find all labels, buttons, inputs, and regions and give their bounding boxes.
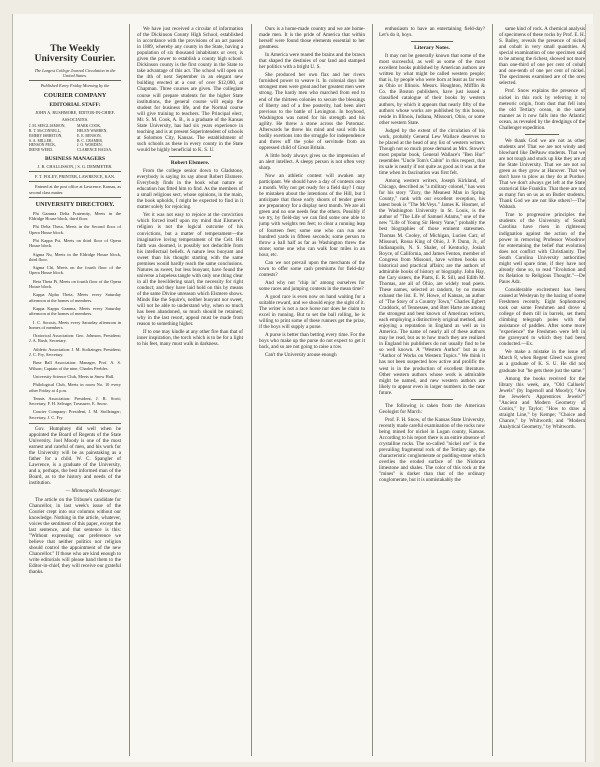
- divider: [29, 80, 121, 81]
- directory-entry: Beta Theta Pi, Meets on fourth floor of the Opera House block.: [29, 278, 121, 290]
- directory-title: UNIVERSITY DIRECTORY.: [35, 200, 115, 208]
- associates-heading: ASSOCIATES.: [61, 116, 89, 122]
- column-3: [259, 26, 365, 756]
- article-paragraph: A little body always gives us the impression of an alert intellect. A sleepy person is not often very sharp.: [259, 152, 365, 172]
- directory-entry: Kappa Kappa Gamma, Meets every Saturday afternoon at the homes of members.: [29, 305, 121, 317]
- divider: [169, 156, 211, 157]
- editor-in-chief: JOHN A. RUSHMORE, EDITOR-IN-CHIEF.: [35, 109, 115, 115]
- column-4: [379, 26, 485, 756]
- regents-note-source: — Minneapolis Messenger.: [65, 488, 121, 495]
- adjacent-page-edge: [585, 24, 594, 762]
- article-heading: Robert Elsmere.: [170, 159, 210, 166]
- associate-name: R. T. McCONNELL,: [29, 128, 62, 133]
- tribune-note: The article on the Tribune's candidate for Chancellor, in last week's issue of the Courier crept into our columns without our knowledge. Nothing in the article, whatever, voices the sentiment of this paper, except the last sentence, and that sentence is this: "Without expressing our preference we believe that neither politics nor religion should control the appointment of the new Chancellor." If those who are kind enough to write editorials will please hand them to the Editor-in-chief, they will receive our grateful thanks.: [29, 496, 121, 576]
- divider: [29, 181, 121, 182]
- newspaper-page: [12, 14, 593, 762]
- business-heading: BUSINESS MANAGERS: [44, 155, 106, 162]
- printer-line: F. T. POLEY, PRINTER, LAWRENCE, KAN.: [34, 174, 116, 180]
- associate-name: HELEN WARREN,: [77, 128, 108, 133]
- article-paragraph: Now an athletic contest will awaken any participant. We should have a day of contests once a month. Why not get ready for a field day? I may be mistaken about the intentions of the Hill, but I anticipate that those early shoots of tender green are preparatory for a display next month. We are all green and no one needs fear the others. Possibly if we try, by field-day we can find some one able to jump with weights ten feet; to clear a running leap of fourteen feet; some one who can run one hundred yards in fifteen seconds; some person to throw a ball half as far as Washington threw the stone; some one who can walk four miles in an hour, etc.: [259, 173, 365, 258]
- associate-name: S. A. MILLER,: [29, 138, 53, 143]
- article-paragraph: Among the books received for the library this week, are, "Old Calluels' Jewels" (by Ingersoll and Moody); "Are the Jeweler's Apprentices Jewels?" "Ancient and Modern Geometry of Conics," by Taylor; "How to draw a straight Line," by Kempe; "Choice and Chance," by Whitworth; and "Modern Analytical Geometry," by Whitworth.: [499, 375, 585, 430]
- article-paragraph: Judged by the extent of the circulation of his work, probably General Lew Wallace deserves to be placed at the head of any list of western writers. Though not so much prose demand as Mrs. Stowe's most popular book, General Wallace's "Ben Hur" resembles "Uncle Tom's Cabin" in this respect, that its sale is nearly if not quite as good as it was at the time when its fascination was first felt.: [379, 127, 485, 177]
- article-paragraph: In America were reared the brains and the brawn that shaped the destinies of our land and stamped her politics with a bright U. S.: [259, 52, 365, 71]
- divider: [29, 171, 121, 172]
- article-paragraph: Among western writers, Joseph Kirkland, of Chicago, described as "a military colonel," has won for his story "Zury, the Meanest Man in Spring County," rank with our excellent reception, his latest book is "The McVeys." James K. Hosmer, of the Washington University in St. Louis, is the author of "The Life of Samuel Adams," one of the new "Life of Young Sir Henry Vane," probably the best biographies of those eminent statesmen. Thomas M. Cooley, of Michigan, Lucien Carr, of Missouri, Rossa King of Ohio, J. P. Dunn, Jr., of Indianapolis, N. S. Shaler, of Kentucky, Josiah Royce, of California, and James Fenton, member of Congress from Missouri, have written books on historical and practical affairs; are the authors of admirable books of history or biography. John Hay, the Cary sisters, the Piatts, E. R. Sill, and Edith M. Thomas, are all of Ohio, are widely read poets. These names, selected at random, by no means exhaust the list. E. W. Howe, of Kansas, an author of "The Story of a Country Town," Charles Egbert Craddock, of Tennessee, and Bret Harte are among the strongest and best known of American writers, each employing a distinctively original method, and enjoying a reputation in England as well as in America. The name of nearly all of these authors may be read, but as to how much they are realized in England his publishers do not usually find to be so well known. A "Western Author" but as an "Author of Works on Western Topics." We think it has not been suspected how active and prolific the west is in the production of excellent literature. Other western authors whose work is admirable might be named, and new western authors are likely to appear even in larger numbers in the near future.: [379, 178, 485, 396]
- column-2: [137, 26, 243, 756]
- directory-entry: Tennis Association: President, J. R. Scott; Secretary, F. H. Selvage; Treasurer, E. Snow.: [29, 395, 121, 407]
- article-heading: Literary Notes.: [414, 45, 450, 52]
- article-paragraph: Considerable excitement has been caused at Wesleyan by the hazing of some Freshmen recently. Eight Sophomores took out some Freshmen and drove a college of them till in barrels, set them climbing telegraph poles with the assistance of paddles. After some more "experience" the Freshmen were left in the graveyard to which they had been conducted.—Ex.: [499, 286, 585, 348]
- article-paragraph: enthusiasm to have an entertaining field-day? Let's do it, boys.: [379, 26, 485, 39]
- directory-entry: Kappa Alpha Theta, Meets every Saturday afternoon at the homes of members.: [29, 292, 121, 303]
- column-rule: [251, 24, 252, 756]
- associate-name: IRENE WEED.: [29, 148, 53, 153]
- editorial-heading: EDITORIAL STAFF:: [49, 101, 101, 108]
- column-5: [499, 26, 585, 756]
- associate-name: B. C. CRAMER,: [77, 138, 103, 143]
- article-paragraph: We thank God we are not as other students are! That we are not windy and blowhard like DePauw students. That we are not tough and stuck up like they are at the State University. That we are not so green as they grow at Hanover. That we don't have to plow as they do at Purdue. That we don't always get left at the State oratorical like Franklin. That there are not as many fun on us as on Butler students. Thank God we are not like others!—The Wabash.: [499, 137, 585, 211]
- article-paragraph: And why not "chip in" among ourselves for some races and jumping contests in the mean time?: [259, 279, 365, 292]
- article-paragraph: If to one may kindle at any other fire than that of inner inspiration, the torch which is to be for a light to his feet, many must walk in darkness.: [137, 329, 243, 348]
- company-name: COURIER COMPANY: [43, 91, 107, 99]
- business-managers: J. R. CHALLISSON, | S. G. DEMMETER.: [37, 163, 113, 169]
- column-1: [29, 26, 121, 756]
- directory-entry: Phi Gamma Delta Fraternity, Meets in the Eldridge House block, third floor.: [29, 210, 121, 222]
- directory-entry: Sigma Nu, Meets in the Eldridge House block, third floor.: [29, 251, 121, 262]
- associate-name: J. M. SEEGLIAMSON,: [29, 124, 66, 129]
- article-paragraph: A purse is better than betting every time. For the boys who make up the purse do not expect to get it back, and so are not going to raise a row.: [259, 332, 365, 351]
- divider: [29, 197, 121, 198]
- associate-name: EMERY ISBRETON,: [29, 133, 63, 138]
- article-paragraph: We have just received a circular of information of the Dickinson County High School, established in accordance with the provisions of an act passed in 1889, whereby any county in the State, having a population of six thousand inhabitants or over, is given the power to establish a county high school. Dickinson county is the first county in the State to take advantage of this act. The school will open on the 4th of next September in an elegant new building erected at a cost of over $12,000, at Chapman. Three courses are given. The collegiate course will prepare students for the higher State institutions, the general course will equip the student for business life, and the Normal course will give training to teachers. The Principal elect, Mr. S. M. Cook, A. B., is a graduate of the Kansas State University, has had six years experience in teaching and is at present Superintendent of schools at Solomon City, Kansas. The establishment of such schools as these in every county in the State would be highly beneficial to K. S. U.: [137, 26, 243, 153]
- associate-name: MARK COOK,: [77, 124, 102, 129]
- directory-entry: I. C. Sorosis, Meets every Saturday afternoon in homes of members.: [29, 319, 121, 330]
- divider: [525, 134, 559, 135]
- article-paragraph: From the college senior down to Gladstone, everybody is saying its say about Robert Elsmere. Everybody finds in the book what nature or education has fitted him to find. As the members of a small religious sect, whose opinions, in the main, the book upholds, I might be expected to find in it matter solely for rejoicing.: [137, 168, 243, 211]
- article-paragraph: same kind of rock. A chemical analysis of specimens of these rocks by Prof. E. H. S. Bailey, reveals the presence of nickel and cobalt in very small quantities. A special examination of one specimen said to be among the richest, showed not more than one-third of one per cent of cobalt and one-tenth of one per cent of nickel. The specimens examined are of the ores selected.: [499, 26, 585, 87]
- column-rule: [129, 24, 130, 756]
- associate-name: HENSON PECK,: [29, 143, 57, 148]
- column-rule: [492, 24, 493, 756]
- divider: [411, 41, 453, 42]
- article-paragraph: A good race is even now on hand waiting for a suitable reward, and we should enjoy the sight of it. The writer is not a race horse nor does he claim to excel in running. But to set the ball rolling, he is willing to print some of these runners get the prize, if the boys will supply a purse.: [259, 293, 365, 331]
- directory-entry: University Science Club, Meets in Snow Hall.: [33, 373, 115, 379]
- masthead-title: The Weekly University Courier.: [34, 43, 116, 64]
- associates-list: [29, 124, 121, 153]
- directory-entry: Base Ball Association: Manager, Prof. A. S. Wilson; Captain of the nine, Charles Peebles.: [29, 360, 121, 371]
- associate-name: CLARENCE HAUSA.: [77, 148, 113, 153]
- article-paragraph: True to progressive principles the students of the University of South Carolina have risen in righteous indignation against the action of the power in removing Professor Woodrow for entertaining the belief that evolution does not conflict with Christianity. The South Carolina University authorities might well spare time, if they have not already done so, to read "Evolution and its Relation to Religious Thought."—De Pauw Adz.: [499, 212, 585, 285]
- article-paragraph: We make a mistake in the issue of March 8, when Regent Gleed was given as a graduate of K. S. U. He did not graduate but "he gets there just the same.": [499, 349, 585, 374]
- directory-entry: Phi Kappa Psi, Meets on third floor of Opera House block.: [29, 237, 121, 249]
- associate-name: E. E. BENSON,: [77, 133, 102, 138]
- divider: [411, 399, 453, 400]
- directory-entry: Phi Delta Theta, Meets in the Second floor of Opera House block.: [29, 224, 121, 235]
- directory-entry: Philological Club, Meets in room No. 10 every other Friday at 4 p.m.: [29, 382, 121, 393]
- article-paragraph: Ours is a home-made country and we are home-made men. It is the pride of America that within herself were found those elements essential to her greatness.: [259, 26, 365, 51]
- article-paragraph: Prof. Snow explains the presence of nickel in this rock by referring it to meteoric origin, from dust that fell into the old Tertiary ocean, in the same manner as it now falls into the Atlantic ocean, as revealed by the dredgings of the Challenger expedition.: [499, 88, 585, 131]
- entry-notice: Entered at the post office at Lawrence, Kansas, as second class matter.: [29, 184, 121, 195]
- article-paragraph: It may not be generally known that some of the most successful, as well as some of the most excellent books published by American authors are written by what might be called western people; that is, by people who were born at least as far west as Ohio or Illinois. Messrs. Houghton, Mifflin & Co. the Boston publishers, have just issued a classified catalogue of their books by western authors, by which it appears that nearly fifty of the authors whose works are published by this house, reside in Illinois, Indiana, Missouri, Ohio, or some other western State.: [379, 53, 485, 126]
- article-paragraph: She produced her own flax and her rivers furnished power to weave it. In colonial days her strongest men were great and her greatest men were strong. The hardy men who marched from end to end of the thirteen colonies to secure the blessings of liberty and of a free posterity, had been alert previous to the battle of Lexington. In boyhood, Washington was noted for his strength and his agility. He threw a stone across the Potomac. Afterwards he threw his mind and soul with his bodily exertions into the struggle for independence and threw off the yoke of servitude from an oppressed child of Great Britain.: [259, 72, 365, 151]
- article-paragraph: Yet it was not easy to rejoice at the conviction which forced itself upon my mind that Elsmere's religion is not the logical outcome of his convictions, but a matter of temperament—the imaginative loving temperament of the Celt. His faith was doomed, is possibly not deducible from his intellectual beliefs. A nature less buoyant and sweet than his thought starting with the same premises would hardly reach the same conclusions. Natures as sweet, but less buoyant, have found the universe a hopeless tangle with only one thing clear in all the bewildering snarl, the necessity for right conduct; and they have laid hold on this by means of the same Divine unreason which Elsmere shows. Minds like the Squire's, neither buoyant nor sweet, will not be able to understand why, when so much has been abandoned, so much should be retained; why in the last resort, appeal must be made from reason to something higher.: [137, 212, 243, 328]
- directory-entry: Oratorical Association: Geo. Johnson, President; J. A. Rush, Secretary.: [29, 333, 121, 344]
- article-paragraph: Can't the University arouse enough: [265, 352, 337, 359]
- regents-note: Gov. Humphrey did well when he appointed the Board of Regents of the State University. Joel Moody is one of the most earnest and careful of men, and his work for the University will be as painstaking as a father for a child. W. C. Spangler of Lawrence, is a graduate of the University, and a, perhaps, the best informed man of the Board, as to the history and needs of the institution.: [29, 426, 121, 487]
- associate-name: J. O. WORDEN,: [77, 143, 103, 148]
- published-line: Published Every Friday Morning by the: [40, 83, 110, 89]
- masthead-tagline: The Largest College Journal Circulation in the United States.: [34, 68, 116, 79]
- directory-entry: Sigma Chi, Meets on the fourth floor of the Opera House block.: [29, 265, 121, 276]
- article-paragraph: The following is taken from the American Geologist for March:: [379, 402, 485, 415]
- article-paragraph: Can we not prevail upon the merchants of the town to offer some cash premiums for field-day contests?: [259, 259, 365, 278]
- column-rule: [372, 24, 373, 756]
- directory-entry: Courier Company: President, J. M. Stollzinger; Secretary, J. C. Fry.: [29, 409, 121, 420]
- directory-entry: Athletic Association: J. M. Stoltzinger, President; J. C. Fry, Secretary.: [29, 346, 121, 358]
- article-paragraph: Prof. F. H. Snow, of the Kansas State University, recently made careful examination of the rocks now being mined for nickel in Logan county, Kansas. According to his report there is an entire absence of crystalline rocks. The so-called "nickel ore" is the prevailing fragmental rock of the Tertiary age, the characteristic conglomerate or pudding-stone which overlies the eroded surface of the Niobrara limestone and shales. The color of this rock at the "mines" is darker than that of the ordinary conglomerate, but it is unmistakably the: [379, 416, 485, 484]
- divider: [29, 423, 121, 424]
